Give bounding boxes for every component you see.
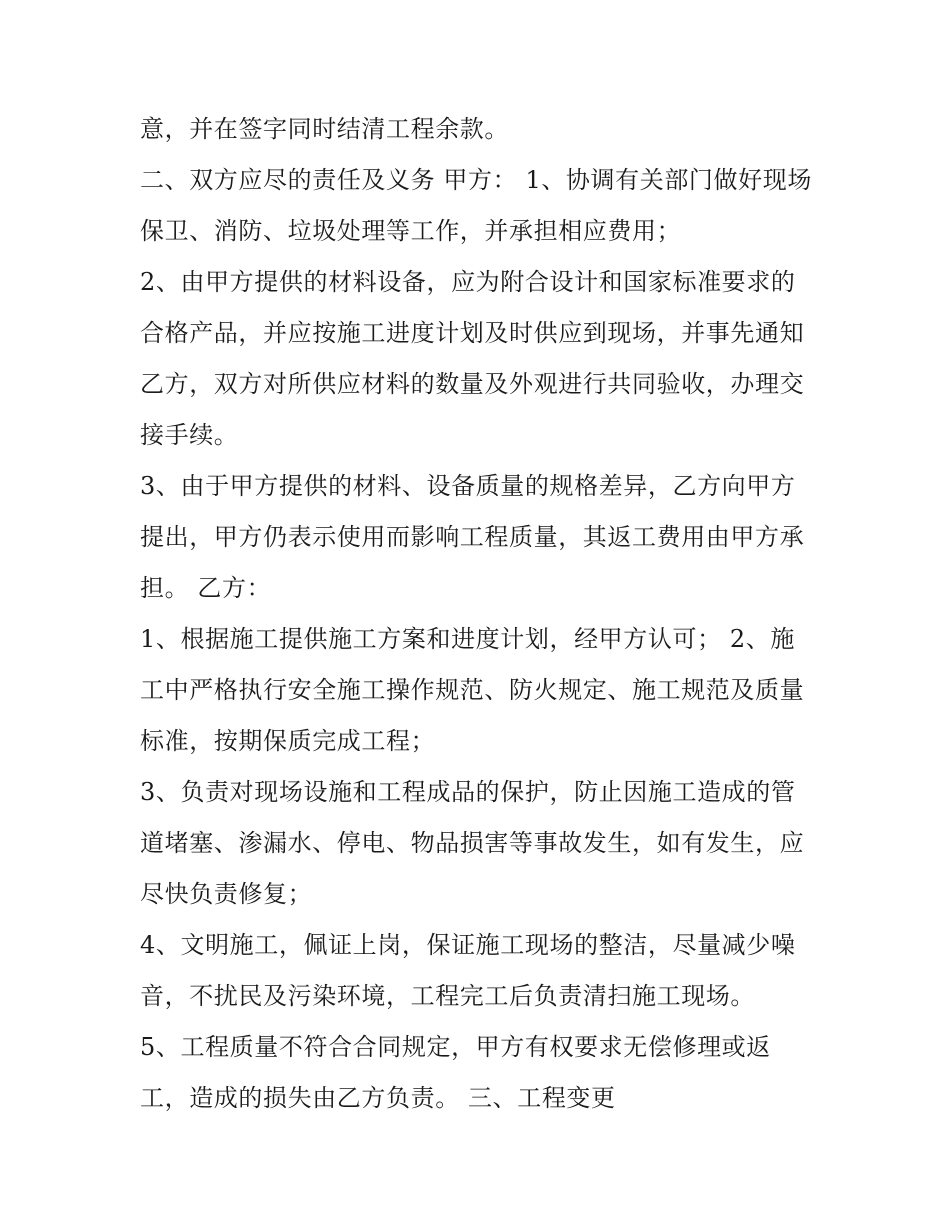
text-line: 工中严格执行安全施工操作规范、防火规定、施工规范及质量 [140,676,805,704]
text-line: 工，造成的损失由乙方负责。 三、工程变更 [140,1084,616,1112]
text-line: 3、由于甲方提供的材料、设备质量的规格差异，乙方向甲方 [140,472,796,500]
text-line: 音，不扰民及污染环境，工程完工后负责清扫施工现场。 [140,982,755,1010]
text-line: 保卫、消防、垃圾处理等工作，并承担相应费用； [140,217,682,245]
text-line: 合格产品，并应按施工进度计划及时供应到现场，并事先通知 [140,319,805,347]
text-line: 提出，甲方仍表示使用而影响工程质量，其返工费用由甲方承 [140,523,805,551]
text-line: 乙方，双方对所供应材料的数量及外观进行共同验收，办理交 [140,370,805,398]
text-line: 2、由甲方提供的材料设备，应为附合设计和国家标准要求的 [140,268,796,296]
text-line: 4、文明施工，佩证上岗，保证施工现场的整洁，尽量减少噪 [140,931,796,959]
text-line: 担。 乙方： [140,574,272,602]
text-line: 尽快负责修复； [140,880,313,908]
text-line: 3、负责对现场设施和工程成品的保护，防止因施工造成的管 [140,778,796,806]
text-line: 1、根据施工提供施工方案和进度计划，经甲方认可； 2、施 [140,625,795,653]
text-line: 接手续。 [140,421,239,449]
text-line: 5、工程质量不符合合同规定，甲方有权要求无偿修理或返 [140,1033,771,1061]
text-line: 道堵塞、渗漏水、停电、物品损害等事故发生，如有发生，应 [140,829,805,857]
text-line: 标准，按期保质完成工程； [140,727,436,755]
text-line: 二、双方应尽的责任及义务 甲方： 1、协调有关部门做好现场 [140,166,812,194]
text-line: 意，并在签字同时结清工程余款。 [140,115,509,143]
contract-text [140,104,830,1124]
